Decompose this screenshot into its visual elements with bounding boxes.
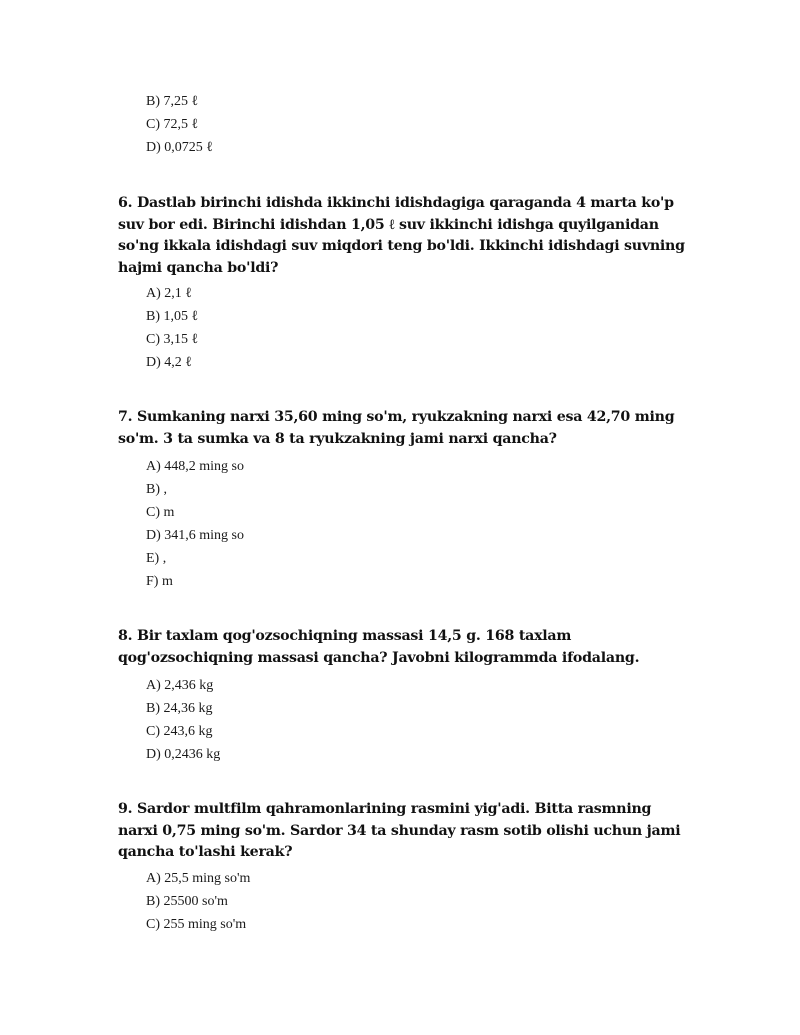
q6-option-c[interactable]: C) 3,15 ℓ [146, 332, 199, 347]
q7-option-e[interactable]: E) , [146, 551, 167, 566]
q7-text: 7. Sumkaning narxi 35,60 ming so'm, ryukzakning narxi esa 42,70 ming so'm. 3 ta sumka va 8 ta ryukzakning jami narxi qancha? [118, 409, 675, 447]
q8-text: 8. Bir taxlam qog'ozsochiqning massasi 14,5 g. 168 taxlam qog'ozsochiqning massasi qancha? Javobni kilogrammda ifodalang. [118, 628, 640, 666]
q7-option-c[interactable]: C) m [146, 505, 175, 520]
q8-option-c[interactable]: C) 243,6 kg [146, 724, 213, 739]
q7-option-d[interactable]: D) 341,6 ming so [146, 528, 244, 543]
q8-option-a[interactable]: A) 2,436 kg [146, 678, 214, 693]
q7-option-a[interactable]: A) 448,2 ming so [146, 459, 244, 474]
q5-option-c[interactable]: C) 72,5 ℓ [146, 117, 199, 132]
q6-option-d[interactable]: D) 4,2 ℓ [146, 355, 192, 370]
q6-text: 6. Dastlab birinchi idishda ikkinchi idishdagiga qaraganda 4 marta ko'p suv bor edi. Birinchi idishdan 1,05 ℓ suv ikkinchi idishga quyilganidan so'ng ikkala idishdagi suv miqdori teng bo'ldi. Ikkinchi idishdagi suvning hajmi qancha bo'ldi? [118, 195, 685, 276]
q9-option-a[interactable]: A) 25,5 ming so'm [146, 871, 251, 886]
q9-option-c[interactable]: C) 255 ming so'm [146, 917, 247, 932]
q9-text: 9. Sardor multfilm qahramonlarining rasmini yig'adi. Bitta rasmning narxi 0,75 ming so'm. Sardor 34 ta shunday rasm sotib olishi uchun jami qancha to'lashi kerak? [118, 801, 681, 860]
q7-option-f[interactable]: F) m [146, 574, 173, 589]
q8-option-d[interactable]: D) 0,2436 kg [146, 747, 221, 762]
q8-option-b[interactable]: B) 24,36 kg [146, 701, 213, 716]
q6-option-a[interactable]: A) 2,1 ℓ [146, 286, 192, 301]
q9-option-b[interactable]: B) 25500 so'm [146, 894, 228, 909]
q5-option-d[interactable]: D) 0,0725 ℓ [146, 140, 213, 155]
q7-option-b[interactable]: B) , [146, 482, 167, 497]
q5-option-b[interactable]: B) 7,25 ℓ [146, 94, 199, 109]
q6-option-b[interactable]: B) 1,05 ℓ [146, 309, 199, 324]
